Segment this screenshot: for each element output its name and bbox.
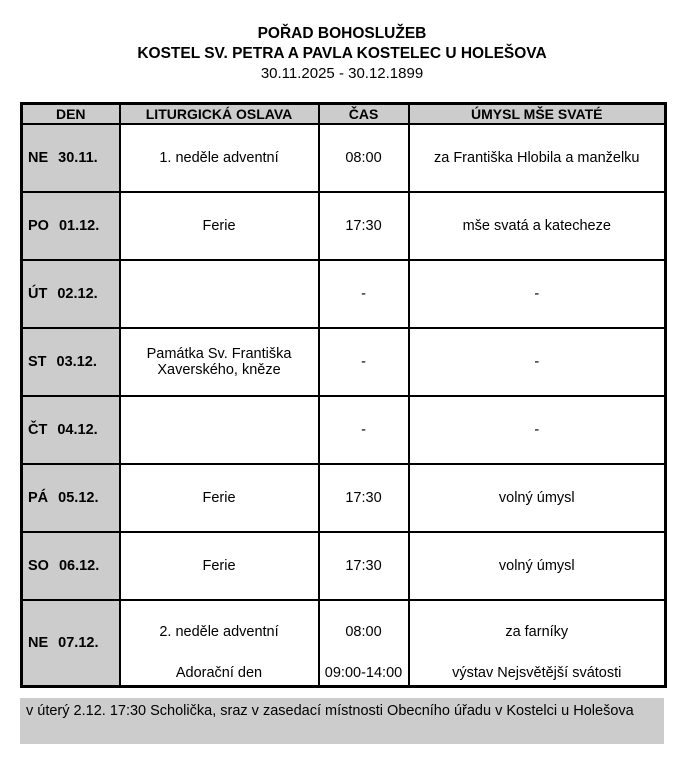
day-cell [22,192,120,260]
intention-cell: - [409,328,666,396]
schedule-table [20,102,667,688]
celebration-cell: Památka Sv. Františka Xaverského, kněze [120,328,319,396]
celebration-cell: Ferie [120,464,319,532]
day-abbrev: NE [28,634,49,651]
celebration-cell: Ferie [120,192,319,260]
day-cell [22,464,120,532]
day-cell [22,260,120,328]
day-date: 04.12. [57,421,98,438]
celebration-cell: Ferie [120,532,319,600]
table-row [22,396,666,464]
page-subtitle: KOSTEL SV. PETRA A PAVLA KOSTELEC U HOLEŠOVA [137,45,547,62]
day-cell [22,396,120,464]
day-date: 01.12. [58,217,100,234]
time-cell: - [319,328,409,396]
table-row [22,600,666,687]
column-header-den: DEN [22,104,120,124]
intention-cell: volný úmysl [409,464,666,532]
intention-cell: za Františka Hlobila a manželku [409,124,666,192]
celebration-main: 2. neděle adventní [159,623,279,640]
table-row [22,532,666,600]
intention-cell: volný úmysl [409,532,666,600]
time-cell: 17:30 [319,464,409,532]
celebration-cell: 1. neděle adventní [120,124,319,192]
date-range: 30.11.2025 - 30.12.1899 [260,65,424,82]
day-date: 06.12. [58,557,100,574]
time-cell: 08:00 [319,124,409,192]
intention-cell: - [409,396,666,464]
header-row [22,104,666,124]
day-abbrev: ČT [28,421,48,438]
column-header-intention: ÚMYSL MŠE SVATÉ [409,104,666,124]
celebration-secondary: Adorační den [175,664,263,681]
column-header-time: ČAS [319,104,409,124]
day-abbrev: NE [28,149,49,166]
day-cell [22,532,120,600]
table-row [22,192,666,260]
table-row [22,124,666,192]
table-row [22,328,666,396]
day-abbrev: ÚT [28,285,48,302]
day-cell [22,328,120,396]
day-date: 03.12. [56,353,97,370]
day-abbrev: SO [28,557,49,574]
time-cell [319,600,409,687]
intention-secondary: výstav Nejsvětější svátosti [452,664,622,681]
day-date: 02.12. [57,285,98,302]
day-abbrev: PÁ [28,489,49,506]
intention-main: za farníky [505,623,569,640]
day-abbrev: ST [28,353,47,370]
intention-cell: mše svatá a katecheze [409,192,666,260]
day-cell [22,600,120,687]
time-cell: - [319,396,409,464]
time-secondary: 09:00-14:00 [324,664,403,681]
celebration-cell [120,600,319,687]
table-row [22,260,666,328]
title-block [20,24,664,84]
time-cell: 17:30 [319,532,409,600]
time-cell: - [319,260,409,328]
intention-cell: - [409,260,666,328]
time-main: 08:00 [345,623,382,640]
column-header-celebration: LITURGICKÁ OSLAVA [120,104,319,124]
intention-cell [409,600,666,687]
table-row [22,464,666,532]
day-date: 05.12. [58,489,99,506]
footer-note: v úterý 2.12. 17:30 Scholička, sraz v zasedací místnosti Obecního úřadu v Kostelci u Holešova [20,698,664,744]
day-date: 30.11. [58,149,98,166]
day-abbrev: PO [28,217,49,234]
time-cell: 17:30 [319,192,409,260]
day-date: 07.12. [58,634,99,651]
celebration-cell [120,260,319,328]
celebration-cell [120,396,319,464]
page-title: POŘAD BOHOSLUŽEB [257,25,427,42]
day-cell [22,124,120,192]
